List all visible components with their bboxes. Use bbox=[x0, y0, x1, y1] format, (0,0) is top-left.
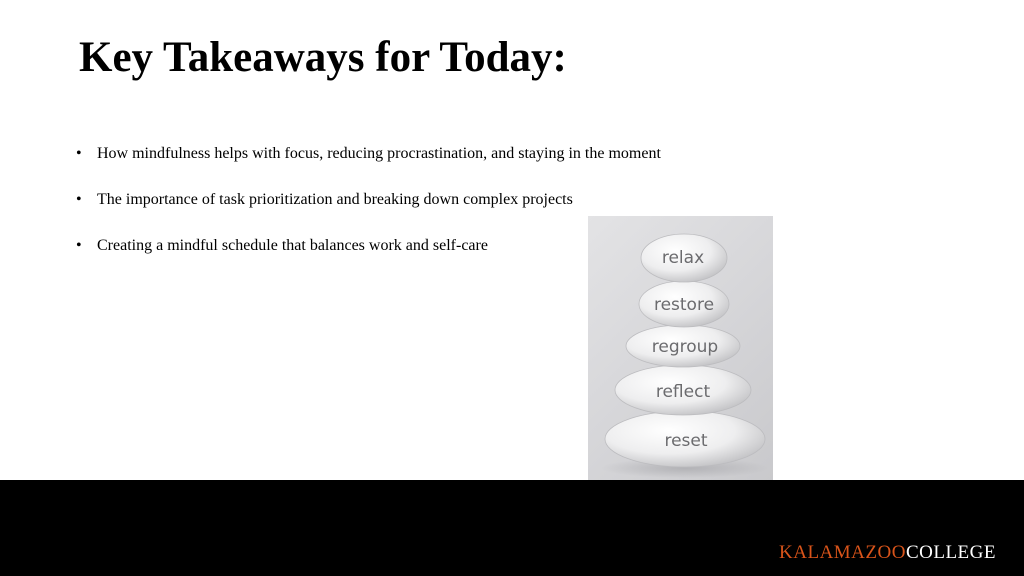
bullet-text: How mindfulness helps with focus, reducing procrastination, and staying in the moment bbox=[97, 145, 661, 162]
stacked-stones-image bbox=[588, 216, 773, 480]
college-logo bbox=[779, 542, 996, 564]
bullet-item bbox=[76, 235, 661, 257]
stone-label: reflect bbox=[655, 382, 711, 402]
bullet-marker: • bbox=[76, 145, 82, 162]
bullet-text: Creating a mindful schedule that balances work and self-care bbox=[97, 237, 488, 254]
bullet-marker: • bbox=[76, 237, 82, 254]
bullet-item bbox=[76, 143, 661, 165]
logo-kalamazoo: KALAMAZOO bbox=[779, 542, 906, 563]
logo-college: COLLEGE bbox=[905, 542, 996, 563]
footer-bar bbox=[0, 480, 1024, 576]
slide-title: Key Takeaways for Today: bbox=[79, 34, 567, 81]
stone-label: relax bbox=[661, 248, 705, 268]
stone-label: regroup bbox=[651, 337, 719, 357]
bullet-text: The importance of task prioritization and breaking down complex projects bbox=[97, 191, 573, 208]
bullet-item bbox=[76, 189, 661, 211]
bullet-marker: • bbox=[76, 191, 82, 208]
stone-label: reset bbox=[664, 431, 708, 451]
stone-label: restore bbox=[653, 295, 715, 315]
bullet-list bbox=[76, 143, 661, 281]
